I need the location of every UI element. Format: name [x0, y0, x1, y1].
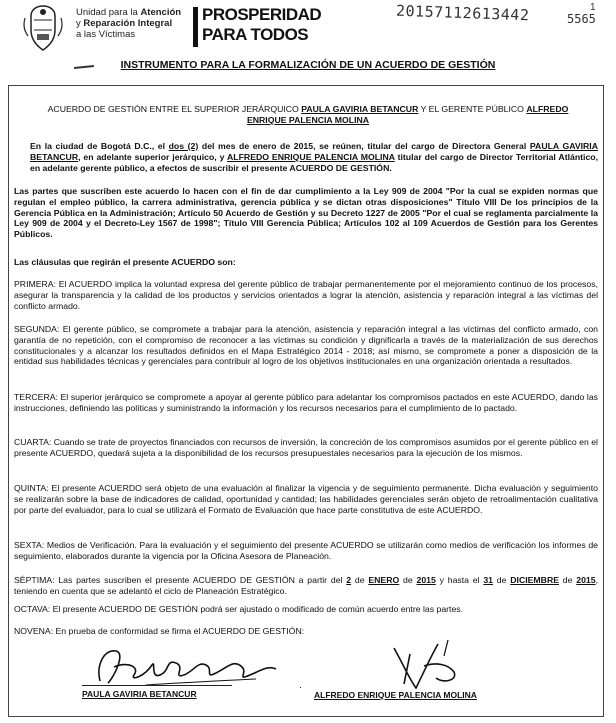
entity-line2: y	[76, 18, 84, 29]
prosperidad-logo	[193, 5, 322, 49]
entity-logo-text	[76, 7, 181, 40]
coat-of-arms-icon	[22, 4, 64, 52]
handwritten-signature-1	[86, 641, 296, 689]
septima-start-year: 2015	[416, 575, 436, 585]
intro-text-c: , en adelante superior jerárquico, y	[78, 151, 228, 162]
entity-line1-bold: Atención	[140, 7, 182, 18]
clause-tercera: TERCERA: El superior jerárquico se compromete a apoyar al gerente público para adelantar los compromisos pactados en este ACUERDO, dando las instrucciones, definiendo las políticas y suministrando la información y los recursos necesarios para el cumplimiento de lo pactado.	[14, 392, 598, 413]
brand-line1: PROSPERIDAD	[202, 5, 322, 24]
intro-day: dos (2)	[168, 141, 199, 151]
signature-separator	[300, 687, 301, 688]
intro-text-b: del mes de enero de 2015, se reúnen, titular del cargo de Directora General	[198, 141, 530, 151]
heading-text-mid: Y EL GERENTE PÚBLICO	[418, 104, 527, 114]
intro-superior-name: PAULA GAVIRIA BETANCUR	[30, 141, 598, 162]
handwritten-tick: 1	[590, 2, 596, 13]
signature-line-1	[82, 685, 232, 686]
signer-manager-name: ALFREDO ENRIQUE PALENCIA MOLINA	[314, 690, 477, 700]
clause-primera: PRIMERA: El ACUERDO implica la voluntad expresa del gerente público de trabajar permanentemente por el mejoramiento continuo de los procesos, asegurar la transparencia y la calidad de los productos y servicios orientados a lograr la atención, asistencia y reparación integral a las víctimas del conflicto armado.	[14, 279, 598, 311]
handwritten-page-number: 5565	[567, 12, 596, 26]
intro-manager-name: ALFREDO ENRIQUE PALENCIA MOLINA	[227, 151, 395, 162]
septima-text-c: de	[399, 575, 417, 585]
intro-paragraph	[30, 141, 598, 173]
septima-end-month: DICIEMBRE	[510, 575, 560, 585]
intro-text-d: titular del cargo de Director Territorial Atlántico, en adelante gerente público, a efectos de suscribir el presente ACUERDO DE GESTIÓN.	[30, 151, 598, 173]
document-title: INSTRUMENTO PARA LA FORMALIZACIÓN DE UN ACUERDO DE GESTIÓN	[120, 59, 496, 71]
intro-text-a: En la ciudad de Bogotá D.C., el	[30, 141, 169, 151]
septima-text-e: de	[493, 575, 511, 585]
septima-end-day: 31	[483, 575, 494, 585]
septima-text-g: , teniendo en cuenta que se adelantó el ciclo de Planeación Estratégico.	[14, 575, 599, 596]
entity-line1: Unidad para la	[76, 7, 141, 18]
handwritten-filing-code: 20157112613442	[395, 1, 530, 25]
agreement-heading	[30, 104, 586, 126]
clause-novena: NOVENA: En prueba de conformidad se firma el ACUERDO DE GESTIÓN:	[14, 626, 305, 636]
clause-segunda: SEGUNDA: El gerente público, se compromete a trabajar para la atención, asistencia y reparación integral a las víctimas del conflicto armado, con garantía de no repetición, con el compromiso de reconocer a las víctimas su condición y dignificarla a través de la materialización de sus derechos constitucionales y a alcanzar los resultados definidos en el Mapa Estratégico 2014 - 2018; así mismo, se compromete a poner a disposición de la entidad sus habilidades técnicas y gerenciales para contribuir al logro de los objetivos institucionales en una organización orientada a resultados.	[14, 324, 598, 367]
septima-start-month: ENERO	[368, 575, 400, 585]
clause-octava: OCTAVA: El presente ACUERDO DE GESTIÓN podrá ser ajustado o modificado de común acuerdo entre las partes.	[14, 604, 464, 614]
brand-line2: PARA TODOS	[202, 25, 309, 44]
clause-cuarta: CUARTA: Cuando se trate de proyectos financiados con recursos de inversión, la concreción de los compromisos asumidos por el gerente público en el presente ACUERDO, quedará sujeta a la disponibilidad de los recursos presupuestales necesarios para la ejecución de los mismos.	[14, 437, 598, 458]
septima-start-day: 2	[346, 575, 352, 585]
logo-bar	[193, 7, 198, 47]
heading-manager-name: ALFREDO ENRIQUE PALENCIA MOLINA	[246, 104, 569, 125]
septima-text-f: de	[559, 575, 577, 585]
heading-superior-name: PAULA GAVIRIA BETANCUR	[301, 104, 419, 114]
heading-text: ACUERDO DE GESTIÓN ENTRE EL SUPERIOR JERÁRQUICO	[47, 104, 302, 114]
septima-text-b: de	[351, 575, 369, 585]
purpose-paragraph: Las partes que suscriben este acuerdo lo hacen con el fin de dar cumplimiento a la Ley 909 de 2004 "Por la cual se expiden normas que regulan el empleo público, la carrera administrativa, gerencia pública y se dictan otras disposiciones" Título VIII De los principios de la Gerencia Pública en la Administración; Artículo 50 Acuerdo de Gestión y su Decreto 1227 de 2005 "Por el cual se reglamenta parcialmente la Ley 909 de 2004 y el Decreto-Ley 1567 de 1998"; Título VIII Gerencia Pública; Artículos 102 al 109 Acuerdos de Gestión para los Gerentes Públicos.	[14, 186, 598, 240]
handwritten-signature-2	[374, 636, 484, 694]
clauses-intro: Las cláusulas que regirán el presente ACUERDO son:	[14, 257, 236, 267]
clause-sexta: SEXTA: Medios de Verificación. Para la evaluación y el seguimiento del presente ACUERDO se utilizarán como medios de verificación los informes de seguimiento, elaborados durante la vigencia por la Oficina Asesora de Planeación.	[14, 540, 598, 561]
clause-quinta: QUINTA: El presente ACUERDO será objeto de una evaluación al finalizar la vigencia y de seguimiento permanente. Dicha evaluación y seguimiento se realizarán sobre la base de indicadores de calidad, oportunidad y cantidad; las habilidades gerenciales serán objeto de retroalimentación cualitativa por parte del evaluador, para lo cual se utilizará el Formato de Evaluación que hace parte constitutiva de este ACUERDO.	[14, 483, 598, 515]
clause-septima	[14, 575, 598, 597]
entity-line2-bold: Reparación Integral	[83, 18, 173, 29]
septima-text-d: y hasta el	[435, 575, 484, 585]
entity-line3: a las Víctimas	[76, 29, 136, 40]
septima-end-year: 2015	[576, 575, 596, 585]
septima-text-a: SÉPTIMA: Las partes suscriben el presente ACUERDO DE GESTIÓN a partir del	[14, 575, 347, 585]
signer-superior-name: PAULA GAVIRIA BETANCUR	[82, 689, 197, 699]
